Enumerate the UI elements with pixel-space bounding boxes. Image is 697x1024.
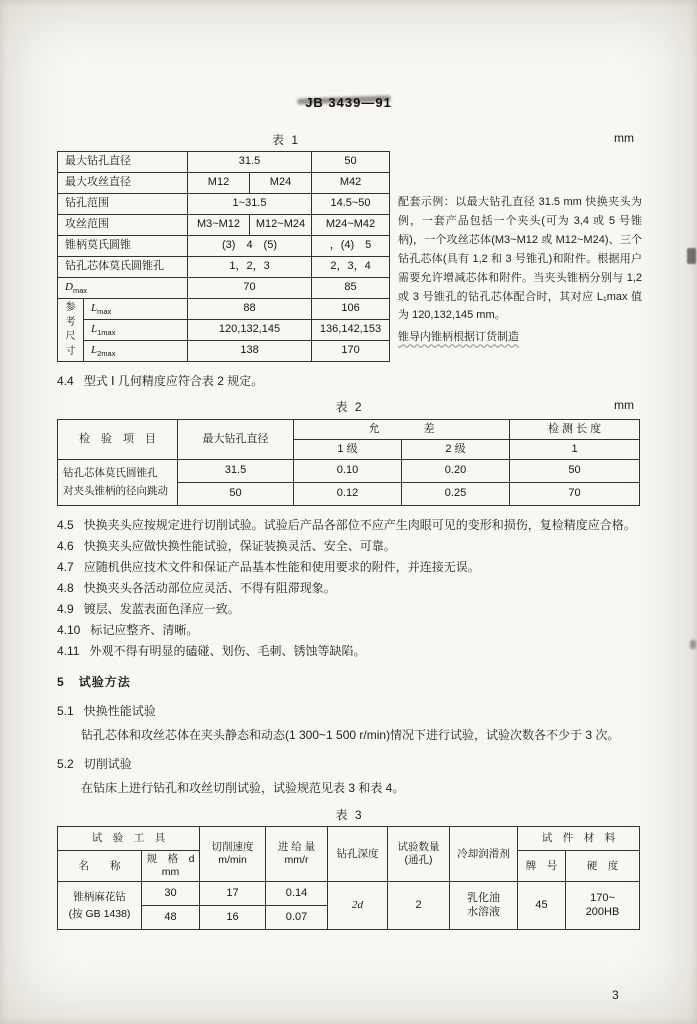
section-title: 试验方法 bbox=[78, 675, 131, 689]
page-number: 3 bbox=[612, 988, 619, 1002]
sub-header: 1 级 bbox=[294, 440, 402, 460]
table-cell: 2，3，4 bbox=[312, 257, 390, 278]
clause-number: 4.6 bbox=[57, 539, 74, 553]
table-cell: 1，2，3 bbox=[188, 257, 312, 278]
section-number: 5.1 bbox=[57, 704, 74, 718]
table-cell: 14.5~50 bbox=[312, 194, 390, 215]
row-label bbox=[58, 278, 188, 299]
column-header: 检 测 长 度 bbox=[510, 420, 640, 440]
row-label bbox=[84, 320, 188, 341]
clause-4-5 bbox=[57, 518, 642, 533]
column-header bbox=[388, 827, 450, 882]
cell-line: 水溶液 bbox=[467, 905, 500, 918]
table-cell: M42 bbox=[312, 173, 390, 194]
clause-4-4 bbox=[57, 374, 642, 389]
table2 bbox=[57, 419, 640, 506]
row-label-line: (按 GB 1438) bbox=[68, 907, 131, 920]
page-content bbox=[57, 131, 642, 930]
table-cell: 88 bbox=[188, 299, 312, 320]
side-note-underlined-line: 锥导内锥柄根据订货制造 bbox=[398, 331, 520, 344]
row-label: 钻孔芯体莫氏圆锥孔 bbox=[58, 257, 188, 278]
table-cell: 138 bbox=[188, 341, 312, 362]
table-cell: 31.5 bbox=[178, 460, 294, 483]
row-label: 钻孔范围 bbox=[58, 194, 188, 215]
row-label-line: 锥柄麻花钻 bbox=[73, 890, 126, 903]
header-line: m/min bbox=[218, 854, 247, 867]
table-cell: 50 bbox=[510, 460, 640, 483]
side-note-paragraph: 配套示例：以最大钻孔直径 31.5 mm 快换夹头为例，一套产品包括一个夹头(可为 3,4 或 5 号锥柄)，一个攻丝芯体(M3~M12 或 M12~M24)、三个钻孔芯体(具有 1,2 和 3 号锥孔)和附件。根据用户需要允许增减芯体和附件。当夹头锥柄分别与 1,2 或 3 号锥孔的钻孔芯体配合时，其对应 L₁max 值为 120,132,145 mm。 bbox=[398, 196, 642, 322]
row-label: 攻丝范围 bbox=[58, 215, 188, 236]
column-header: 冷却润滑剂 bbox=[450, 827, 518, 882]
header-line: mm/r bbox=[284, 854, 309, 867]
clause-text: 快换夹头应按规定进行切削试验。试验后产品各部位不应产生肉眼可见的变形和损伤，复检精度应合格。 bbox=[83, 518, 636, 532]
section-5-1-heading bbox=[57, 702, 642, 719]
header-line: 进 给 量 bbox=[277, 841, 316, 853]
clause-text: 镀层、发蓝表面色泽应一致。 bbox=[83, 602, 240, 616]
row-label bbox=[58, 460, 178, 506]
sub-header: 名 称 bbox=[58, 851, 142, 882]
variable-subscript: max bbox=[97, 306, 112, 316]
clause-text: 型式 Ⅰ 几何精度应符合表 2 规定。 bbox=[83, 374, 264, 388]
clause-4-11 bbox=[57, 644, 642, 659]
table-cell: 0.14 bbox=[266, 882, 328, 906]
table-cell: 85 bbox=[312, 278, 390, 299]
cell-line: 200HB bbox=[585, 905, 620, 918]
section-5-2-body: 在钻床上进行钻孔和攻丝切削试验，试验规范见表 3 和表 4。 bbox=[81, 781, 405, 795]
column-header: 试 验 工 具 bbox=[58, 827, 200, 851]
variable-symbol: L bbox=[91, 322, 98, 335]
cell-line: 170~ bbox=[590, 892, 615, 904]
variable-symbol: L bbox=[91, 343, 98, 356]
table-cell: M3~M12 bbox=[188, 215, 250, 236]
clause-4-7 bbox=[57, 560, 642, 575]
table-cell: 50 bbox=[178, 483, 294, 506]
column-header bbox=[200, 827, 266, 882]
table2-unit-label: mm bbox=[614, 398, 634, 412]
clause-4-10 bbox=[57, 623, 642, 638]
column-header: 试 件 材 料 bbox=[518, 827, 640, 851]
table-cell: 17 bbox=[200, 882, 266, 906]
clause-4-6 bbox=[57, 539, 642, 554]
sub-header: 硬 度 bbox=[566, 851, 640, 882]
column-header: 最大钻孔直径 bbox=[178, 420, 294, 460]
clause-number: 4.5 bbox=[57, 518, 74, 532]
standard-number: JB 3439—91 bbox=[305, 95, 392, 110]
table-cell: M24~M42 bbox=[312, 215, 390, 236]
depth-value: 2d bbox=[352, 898, 363, 911]
table-cell bbox=[450, 882, 518, 930]
table-cell: M24 bbox=[250, 173, 312, 194]
section-5-heading bbox=[57, 673, 642, 690]
clause-text: 外观不得有明显的磕碰、划伤、毛刺、锈蚀等缺陷。 bbox=[89, 644, 366, 658]
table1-block bbox=[57, 151, 642, 362]
row-label bbox=[58, 882, 142, 930]
clause-text: 标记应整齐、清晰。 bbox=[90, 623, 199, 637]
vertical-text: 参考尺寸 bbox=[65, 302, 76, 357]
clause-text: 快换夹头各活动部位应灵活、不得有阻滞现象。 bbox=[83, 581, 336, 595]
table-cell: M12 bbox=[188, 173, 250, 194]
table-cell: 0.25 bbox=[402, 483, 510, 506]
table1-caption-row bbox=[57, 131, 642, 147]
header-line: 试验数量 bbox=[397, 841, 440, 853]
table-cell: 16 bbox=[200, 906, 266, 930]
table-cell: 50 bbox=[312, 152, 390, 173]
table1 bbox=[57, 151, 390, 362]
row-label-line: 对夹头锥柄的径向跳动 bbox=[63, 484, 168, 497]
table-cell: 48 bbox=[142, 906, 200, 930]
section-5-2-heading bbox=[57, 755, 642, 772]
table-cell: 0.20 bbox=[402, 460, 510, 483]
row-label-line: 钻孔芯体莫氏圆锥孔 bbox=[63, 466, 158, 479]
variable-symbol: L bbox=[91, 301, 98, 314]
table3-caption: 表 3 bbox=[335, 808, 364, 822]
header-line: (通孔) bbox=[404, 854, 433, 867]
table-cell: 45 bbox=[518, 882, 566, 930]
section-number: 5.2 bbox=[57, 757, 74, 771]
cell-line: 乳化油 bbox=[467, 892, 500, 904]
column-header: 允 差 bbox=[294, 420, 510, 440]
section-title: 快换性能试验 bbox=[83, 704, 156, 718]
variable-subscript: 1max bbox=[97, 327, 116, 337]
table2-caption: 表 2 bbox=[335, 400, 364, 414]
clause-number: 4.8 bbox=[57, 581, 74, 595]
side-note bbox=[398, 151, 642, 347]
variable-subscript: max bbox=[72, 285, 88, 295]
table-cell: 120,132,145 bbox=[188, 320, 312, 341]
variable-subscript: 2max bbox=[97, 348, 116, 358]
table-cell: 31.5 bbox=[188, 152, 312, 173]
table-cell: 1~31.5 bbox=[188, 194, 312, 215]
header-line: 规 格 d bbox=[146, 853, 195, 865]
table-cell: 30 bbox=[142, 882, 200, 906]
column-header: 钻孔深度 bbox=[328, 827, 388, 882]
sub-header: 1 bbox=[510, 440, 640, 460]
variable-symbol: D bbox=[65, 280, 73, 293]
clause-number: 4.7 bbox=[57, 560, 74, 574]
scan-mark bbox=[687, 248, 696, 264]
table-cell: 170 bbox=[312, 341, 390, 362]
table-cell: 106 bbox=[312, 299, 390, 320]
table-cell: 0.12 bbox=[294, 483, 402, 506]
table-cell: M12~M24 bbox=[250, 215, 312, 236]
clause-number: 4.10 bbox=[57, 623, 81, 637]
row-label: 最大攻丝直径 bbox=[58, 173, 188, 194]
clause-text: 应随机供应技术文件和保证产品基本性能和使用要求的附件，并连接无误。 bbox=[83, 560, 480, 574]
scan-mark bbox=[690, 640, 696, 649]
table2-caption-row bbox=[57, 398, 642, 414]
section-title: 切削试验 bbox=[83, 757, 132, 771]
table3-caption-row bbox=[57, 806, 642, 822]
table-cell: 0.07 bbox=[266, 906, 328, 930]
table-cell bbox=[328, 882, 388, 930]
clause-number: 4.9 bbox=[57, 602, 74, 616]
table-cell: 70 bbox=[510, 483, 640, 506]
header-line: mm bbox=[161, 866, 180, 879]
sub-header: 牌 号 bbox=[518, 851, 566, 882]
column-header: 检 验 项 目 bbox=[58, 420, 178, 460]
table1-unit-label: mm bbox=[614, 131, 634, 145]
column-header bbox=[266, 827, 328, 882]
clause-4-9 bbox=[57, 602, 642, 617]
table-cell: 2 bbox=[388, 882, 450, 930]
table-cell: (3) 4 (5) bbox=[188, 236, 312, 257]
sub-header bbox=[142, 851, 200, 882]
row-label: 最大钻孔直径 bbox=[58, 152, 188, 173]
clause-4-8 bbox=[57, 581, 642, 596]
table1-caption: 表 1 bbox=[272, 133, 301, 147]
row-label: 锥柄莫氏圆锥 bbox=[58, 236, 188, 257]
section-number: 5 bbox=[57, 675, 65, 689]
sub-header: 2 级 bbox=[402, 440, 510, 460]
clause-number: 4.11 bbox=[57, 644, 80, 658]
clause-text: 快换夹头应做快换性能试验，保证装换灵活、安全、可靠。 bbox=[83, 539, 396, 553]
clause-number: 4.4 bbox=[57, 374, 74, 388]
reference-dims-group-label bbox=[58, 299, 84, 362]
row-label bbox=[84, 299, 188, 320]
table-cell: 0.10 bbox=[294, 460, 402, 483]
row-label bbox=[84, 341, 188, 362]
table-cell: ，(4) 5 bbox=[312, 236, 390, 257]
table-cell bbox=[566, 882, 640, 930]
table-cell: 70 bbox=[188, 278, 312, 299]
table3 bbox=[57, 826, 640, 930]
table-cell: 136,142,153 bbox=[312, 320, 390, 341]
header-line: 切削速度 bbox=[211, 841, 254, 853]
section-5-1-body: 钻孔芯体和攻丝芯体在夹头静态和动态(1 300~1 500 r/min)情况下进行试验，试验次数各不少于 3 次。 bbox=[81, 728, 620, 742]
